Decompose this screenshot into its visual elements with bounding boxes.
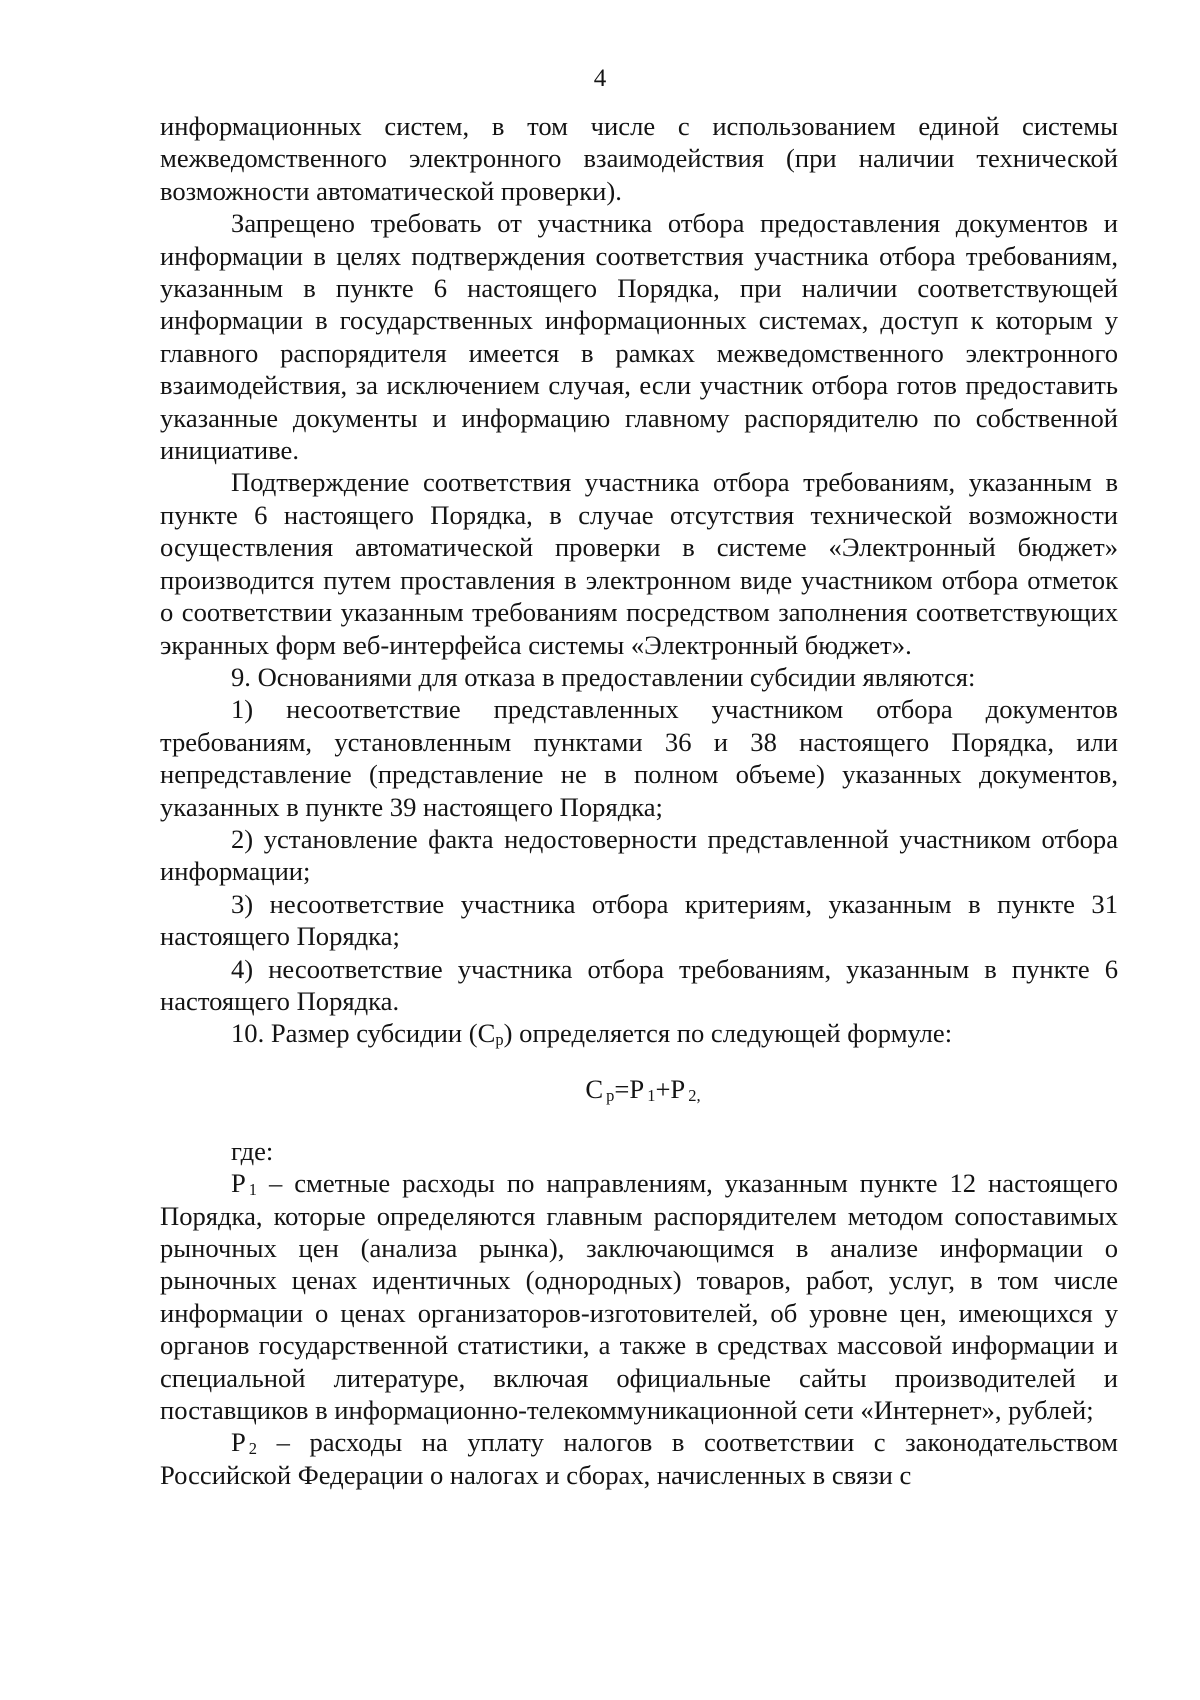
item-10-heading xyxy=(160,1017,1118,1049)
item-9-subitem-4: 4) несоответствие участника отбора требованиям, указанным в пункте 6 настоящего Порядка. xyxy=(160,953,1118,1016)
formula-lhs-subscript: р xyxy=(606,1085,615,1105)
item-9-subitem-3: 3) несоответствие участника отбора критериям, указанным в пункте 31 настоящего Порядка; xyxy=(160,888,1118,952)
formula-lhs: С xyxy=(585,1073,604,1104)
document-body xyxy=(160,110,1118,1491)
p2-text: – расходы на уплату налогов в соответствии с законодательством Российской Федерации о налогах и сборах, начисленных в связи с xyxy=(160,1427,1118,1490)
item-10-prefix: 10. Размер субсидии (С xyxy=(231,1018,496,1049)
formula-equals-term1: =Р xyxy=(614,1073,645,1104)
formula-term2-subscript: 2, xyxy=(688,1085,701,1105)
item-10-subscript: р xyxy=(495,1030,504,1050)
paragraph-confirmation: Подтверждение соответствия участника отбора требованиям, указанным в пункте 6 настоящего Порядка, в случае отсутствия технической возможности осуществления автоматической проверки в системе «Электронный бюджет» производится путем проставления в электронном виде участником отбора отметок о соответствии указанным требованиям посредством заполнения соответствующих экранных форм веб-интерфейса системы «Электронный бюджет». xyxy=(160,467,1118,660)
paragraph-prohibition: Запрещено требовать от участника отбора предоставления документов и информации в целях подтверждения соответствия участника отбора требованиям, указанным в пункте 6 настоящего Порядка, при наличии соответствующей информации в государственных информационных системах, доступ к которым у главного распорядителя имеется в рамках межведомственного электронного взаимодействия, за исключением случая, если участник отбора готов предоставить указанные документы и информацию главному распорядителю по собственной инициативе. xyxy=(160,208,1118,466)
p1-variable: Р xyxy=(231,1168,246,1199)
where-label: где: xyxy=(231,1135,274,1166)
definition-p1 xyxy=(160,1167,1118,1426)
item-10-suffix: ) определяется по следующей формуле: xyxy=(503,1018,953,1049)
p1-subscript: 1 xyxy=(248,1180,258,1200)
paragraph-continuation: информационных систем, в том числе с использованием единой системы межведомственного электронного взаимодействия (при наличии технической возможности автоматической проверки). xyxy=(160,111,1118,206)
page-number: 4 xyxy=(593,65,607,92)
item-9-heading: 9. Основаниями для отказа в предоставлении субсидии являются: xyxy=(231,661,976,692)
definition-p2 xyxy=(160,1426,1118,1491)
p2-subscript: 2 xyxy=(248,1439,258,1459)
item-9-subitem-2: 2) установление факта недостоверности представленной участником отбора информации; xyxy=(160,823,1118,887)
p2-variable: Р xyxy=(231,1427,246,1458)
p1-text: – сметные расходы по направлениям, указанным пункте 12 настоящего Порядка, которые определяются главным распорядителем методом сопоставимых рыночных цен (анализа рынка), заключающимся в анализе информации о рыночных ценах идентичных (однородных) товаров, работ, услуг, в том числе информации о ценах организаторов-изготовителей, об уровне цен, имеющихся у органов государственной статистики, а также в средствах массовой информации и специальной литературе, включая официальные сайты производителей и поставщиков в информационно-телекоммуникационной сети «Интернет», рублей; xyxy=(160,1168,1118,1426)
formula-plus-term2: +Р xyxy=(655,1073,686,1104)
item-9-subitem-1: 1) несоответствие представленных участником отбора документов требованиям, установленным пунктами 36 и 38 настоящего Порядка, или непредставление (представление не в полном объеме) указанных документов, указанных в пункте 39 настоящего Порядка; xyxy=(160,694,1118,822)
subsidy-formula xyxy=(160,1073,1118,1105)
formula-term1-subscript: 1 xyxy=(647,1085,656,1105)
